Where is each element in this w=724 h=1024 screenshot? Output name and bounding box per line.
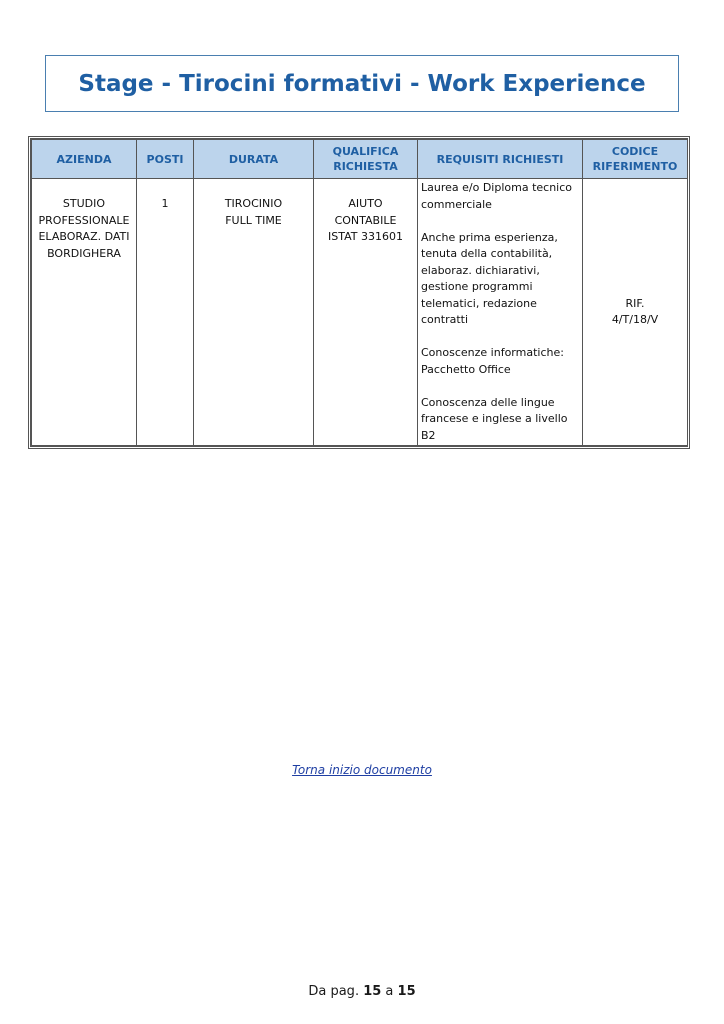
requisito-item: Conoscenze informatiche: Pacchetto Office: [421, 346, 564, 376]
cell-azienda: STUDIO PROFESSIONALE ELABORAZ. DATI BORDIGHERA: [32, 179, 137, 446]
cell-posti: 1: [137, 179, 194, 446]
cell-codice: RIF. 4/T/18/V: [583, 179, 688, 446]
column-header-azienda: AZIENDA: [32, 140, 137, 179]
column-header-codice: CODICE RIFERIMENTO: [583, 140, 688, 179]
cell-durata: TIROCINIO FULL TIME: [194, 179, 314, 446]
requisito-item: Laurea e/o Diploma tecnico commerciale: [421, 181, 573, 211]
table-header-row: [32, 140, 688, 179]
footer-middle: a: [381, 984, 398, 999]
offers-table: [28, 136, 690, 449]
back-to-top-link[interactable]: Torna inizio documento: [292, 763, 432, 777]
page-footer: [0, 984, 724, 999]
page-title: Stage - Tirocini formativi - Work Experience: [78, 70, 646, 97]
table-row: [32, 179, 688, 446]
column-header-requisiti: REQUISITI RICHIESTI: [418, 140, 583, 179]
column-header-durata: DURATA: [194, 140, 314, 179]
cell-qualifica: AIUTO CONTABILE ISTAT 331601: [314, 179, 418, 446]
title-box: [45, 55, 679, 112]
cell-requisiti: [418, 179, 583, 446]
footer-prefix: Da pag.: [308, 984, 364, 999]
requisito-item: Anche prima esperienza, tenuta della contabilità, elaboraz. dichiarativi, gestione programmi telematici, redazione contratti: [421, 230, 558, 326]
footer-current-page: 15: [363, 984, 382, 999]
column-header-qualifica: QUALIFICA RICHIESTA: [314, 140, 418, 179]
footer-total-pages: 15: [397, 984, 416, 999]
column-header-posti: POSTI: [137, 140, 194, 179]
requisito-item: Conoscenza delle lingue francese e inglese a livello B2: [421, 395, 568, 442]
